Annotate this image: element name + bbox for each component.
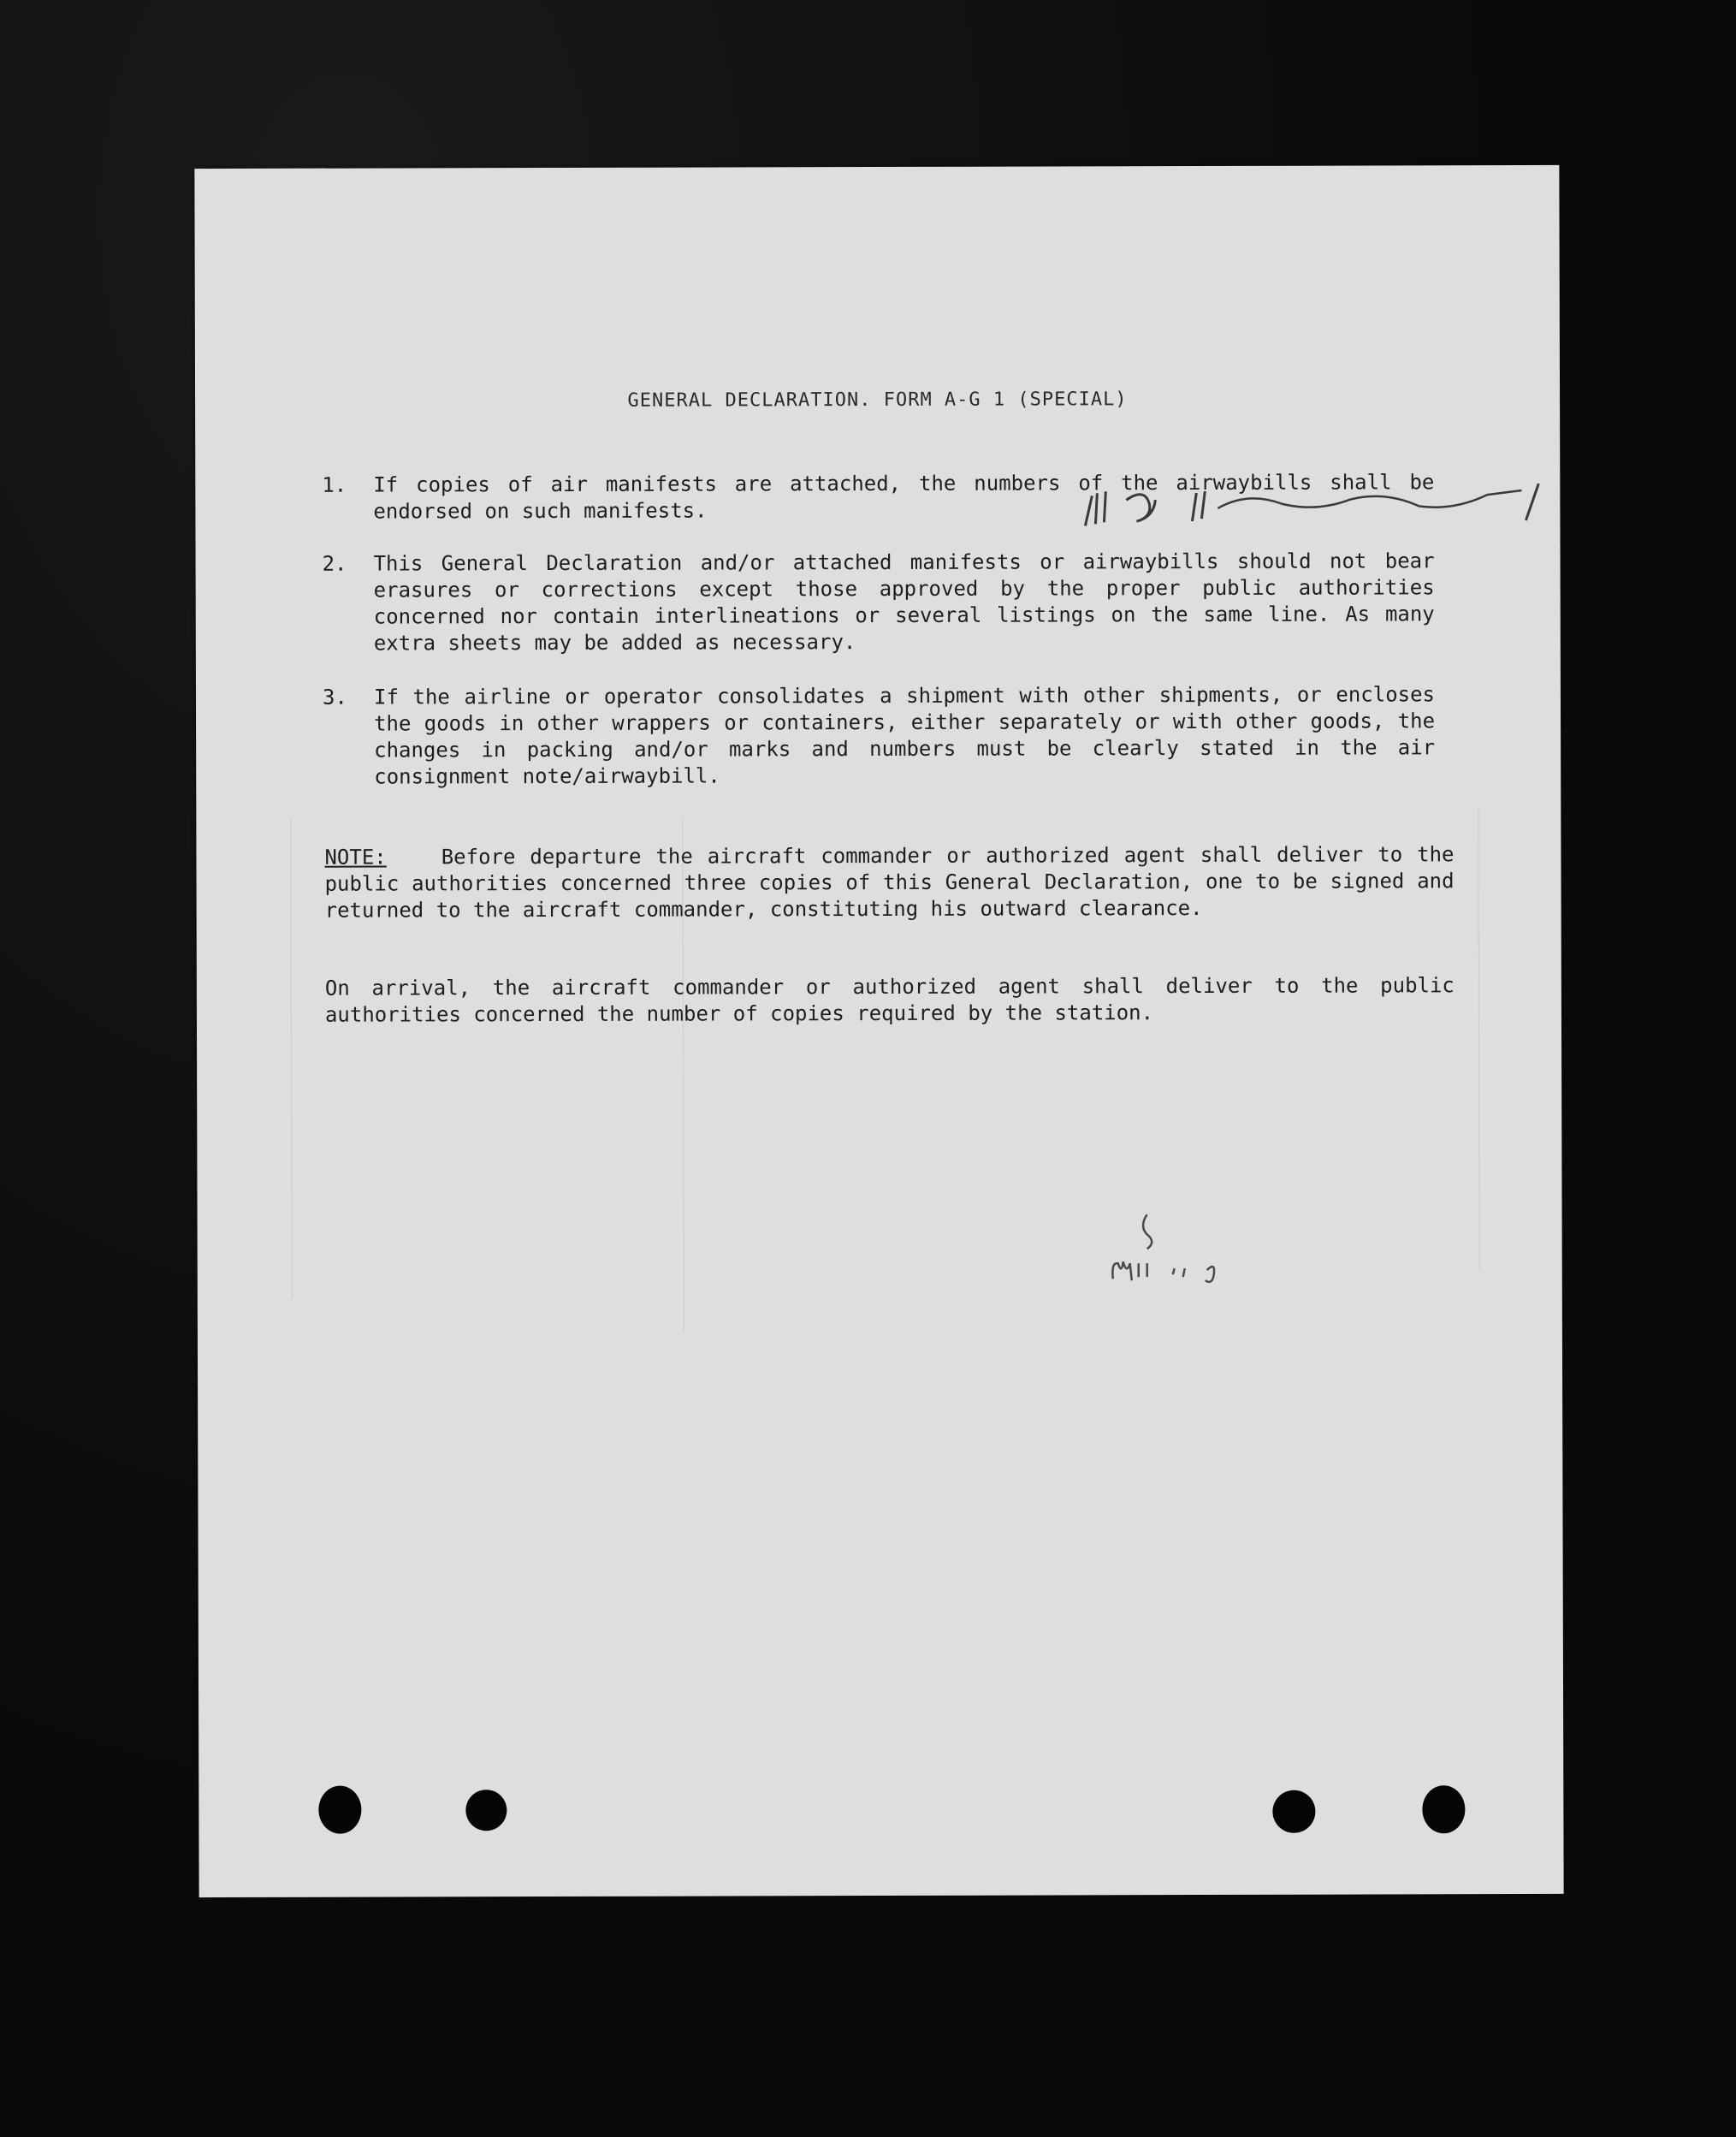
item-number: 2. [322,551,347,576]
instruction-item [323,548,1435,656]
item-text: If copies of air manifests are attached, the numbers of the airwaybills shall be endorsed on such manifests. [373,470,1435,524]
punch-hole [318,1786,361,1834]
arrival-paragraph: On arrival, the aircraft commander or authorized agent shall deliver to the public authorities concerned the number of copies required by the station. [324,973,1455,1027]
punch-hole [1272,1790,1315,1833]
item-text: If the airline or operator consolidates a shipment with other shipments, or encloses the goods in other wrappers or containers, either separately or with other goods, the changes in packing and/or marks and numbers must be clearly stated in the air consignment note/airwaybill. [373,682,1436,789]
faint-bleed-line [1478,807,1479,1269]
punch-hole [1422,1785,1465,1833]
note-paragraph [324,841,1454,923]
punch-hole [465,1790,507,1831]
form-title: GENERAL DECLARATION. FORM A-G 1 (SPECIAL) [627,389,1128,412]
item-number: 3. [322,685,347,709]
paper-sheet [194,165,1563,1897]
faint-bleed-line [290,819,292,1298]
pencil-marking [1087,1202,1241,1296]
note-text: Before departure the aircraft commander or authorized agent shall deliver to the public authorities concerned three copies of this General Declaration, one to be signed and returned to the aircraft commander, constituting his outward clearance. [324,842,1455,923]
instruction-item [322,469,1434,525]
item-text: This General Declaration and/or attached manifests or airwaybills should not bear erasures or corrections except those approved by the proper public authorities concerned nor contain interlineations or several listings on the same line. As many extra sheets may be added as necessary. [373,549,1435,656]
instruction-item [323,681,1435,790]
item-number: 1. [322,472,347,497]
note-label: NOTE: [324,845,387,870]
